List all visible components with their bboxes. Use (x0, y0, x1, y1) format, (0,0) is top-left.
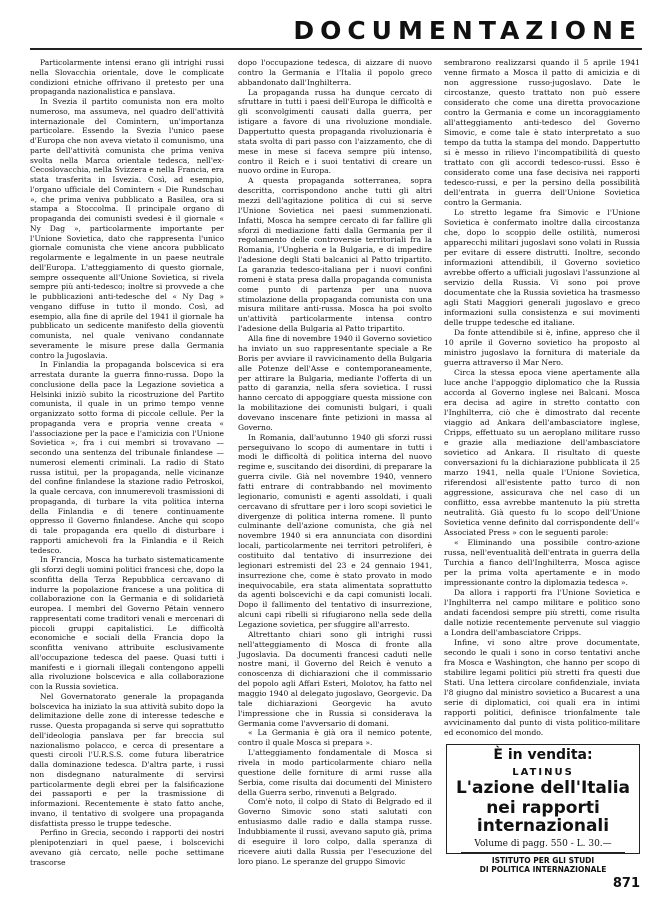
text-column-2 (238, 58, 432, 866)
paragraph: In Svezia il partito comunista non era molto numeroso, ma assumeva, nel quadro dell'attività internazionale del Comintern, un'importanza particolare. Essendo la Svezia l'unico paese d'Europa che non aveva vietato il comunismo, una parte dell'attività comunista che prima veniva svolta nella Marca orientale tedesca, nell'ex-Cecoslovacchia, nella Svizzera e nella Francia, era stata trasferita in Isvezia. Così, ad esempio, l'organo ufficiale del Comintern « Die Rundschau », che prima veniva pubblicato a Basilea, ora si stampa a Stoccolma. Il principale organo di propaganda dei comunisti svedesi è il giornale « Ny Dag », particolarmente importante per l'Unione Sovietica, dato che rappresenta l'unico giornale comunista che viene ancora pubblicato regolarmente e legalmente in un paese neutrale dell'Europa. L'atteggiamento di questo giornale, sempre ossequente all'Unione Sovietica, si rivela sempre più anti-tedesco; inoltre si provvede a che le pubblicazioni anti-tedesche del « Ny Dag » vengano diffuse in tutto il mondo. Così, ad esempio, alla fine di aprile del 1941 il giornale ha pubblicato un sedicente manifesto della gioventù comunista, nel quale venivano condannate severamente le misure prese dalla Germania contro la Jugoslavia. (30, 97, 224, 360)
paragraph: Da allora i rapporti fra l'Unione Sovietica e l'Inghilterra nel campo militare e politico sono andati facendosi sempre più stretti, come risulta dalle notizie recentemente pervenute sul viaggio a Londra dell'ambasciatore Cripps. (444, 588, 640, 637)
ad-book-title-line2: nei rapporti internazionali (476, 797, 610, 836)
title-divider (30, 48, 642, 50)
paragraph: Nel Governatorato generale la propaganda bolscevica ha iniziato la sua attività subito dopo la delimitazione delle zone di interesse tedesche e russe. Questa propaganda si serve qui soprattutto dell'ideologia panslava per far breccia sul nazionalismo polacco, e cerca di presentare a questi circoli l'U.R.S.S. come futura liberatrice dalla dominazione tedesca. D'altra parte, i russi non disdegnano naturalmente di servirsi particolarmente degli ebrei per la falsificazione dei passaporti e per la trasmissione di informazioni. Recentemente è stato fatto anche, invano, il tentativo di svolgere una propaganda disfattista presso le truppe tedesche. (30, 691, 224, 828)
paragraph: dopo l'occupazione tedesca, di aizzare di nuovo contro la Germania e l'Italia il popolo greco abbandonato dall'Inghilterra. (238, 58, 432, 87)
paragraph: sembrarono realizzarsi quando il 5 aprile 1941 venne firmato a Mosca il patto di amicizia e di non aggressione russo-jugoslavo. Date le circostanze, questo trattato non può essere considerato che come una diretta provocazione contro la Germania e come un incoraggiamento all'atteggiamento anti-tedesco del Governo Simovic, e come tale è stato interpretato a suo tempo da tutta la stampa del mondo. Dappertutto si è messo in rilievo l'incompatibilità di questo trattato con gli accordi tedesco-russi. Esso è considerato come una fase decisiva nei rapporti tedesco-russi, e per la persino della possibilità dell'entrata in guerra dell'Unione Sovietica contro la Germania. (444, 58, 640, 207)
ad-headline: È in vendita: (493, 747, 593, 763)
ad-author: LATINUS (512, 767, 574, 778)
ad-volume-info: Volume di pagg. 550 - L. 30.— (474, 838, 612, 849)
paragraph: In Romania, dall'autunno 1940 gli sforzi russi perseguivano lo scopo di aumentare in tutti i modi le difficoltà di politica interna del nuovo regime e, suscitando dei disordini, di preparare la guerra civile. Già nel novembre 1940, vennero fatti entrare di contrabbando nel movimento legionario, comunisti e agenti assoldati, i quali cercavano di sfruttare per i loro scopi sovietici le divergenze di politica interna romene. Il punto culminante dell'azione comunista, che già nel novembre 1940 si era annunciata con disordini locali, particolarmente nei territori petroliferi, è costituito dal tentativo di insurrezione dei legionari estremisti del 23 e 24 gennaio 1941, insurrezione che, come è stato provato in modo inequivocabile, era stata alimentata soprattutto da agenti bolscevichi e da capi comunisti locali. Dopo il fallimento del tentativo di insurrezione, alcuni capi ribelli si rifugiarono nella sede della Legazione sovietica, per sfuggire all'arresto. (238, 432, 432, 629)
ad-publisher-line1: ISTITUTO PER GLI STUDI (491, 855, 595, 865)
paragraph: Alla fine di novembre 1940 il Governo sovietico ha inviato un suo rappresentante speciale a Re Boris per avviare il ravvicinamento della Bulgaria alle Potenze dell'Asse e contemporaneamente, per attirare la Bulgaria, mediante l'offerta di un patto di garanzia, nella sfera sovietica. I russi hanno cercato di appoggiare questa missione con la mobilitazione dei comunisti bulgari, i quali dovevano inscenare finte petizioni in massa al Governo. (238, 334, 432, 432)
ad-book-title-line1: L'azione dell'Italia (455, 778, 631, 798)
paragraph: Circa la stessa epoca viene apertamente alla luce anche l'appoggio diplomatico che la Russia accorda al Governo inglese nei Balcani. Mosca era decisa ad agire in stretto contatto con l'Inghilterra, ciò che è dimostrato dal recente viaggio ad Ankara dell'ambasciatore inglese, Cripps, effettuato su un aeroplano militare russo e grazie alla mediazione dell'ambasciatore sovietico ad Ankara. Il risultato di queste conversazioni fu la dichiarazione pubblicata il 25 marzo 1941, nella quale l'Unione Sovietica, riferendosi all'esistente patto turco di non aggressione, assicurava che nel caso di un conflitto, essa avrebbe mantenuto la più stretta neutralità. Già questo fu lo scopo dell'Unione Sovietica venne definito dal corrispondente dell'« Associated Press » con le seguenti parole: (444, 368, 640, 537)
ad-publisher-line2: DI POLITICA INTERNAZIONALE (479, 864, 607, 874)
text-column-3 (444, 58, 640, 738)
text-column-1 (30, 58, 224, 867)
paragraph: La propaganda russa ha dunque cercato di sfruttare in tutti i paesi dell'Europa le difficoltà e gli sconvolgimenti causati dalla guerra, per istigare a favore di una rivoluzione mondiale. Dappertutto questa propaganda rivoluzionaria è stata svolta di pari passo con l'aizzamento, che di mese in mese si faceva sempre più intenso, contro il Reich e i suoi tentativi di creare un nuovo ordine in Europa. (238, 87, 432, 176)
paragraph: Infine, vi sono altre prove documentate, secondo le quali i sono in corso tentativi anche fra Mosca e Washington, che hanno per scopo di stabilire legami politici più stretti fra questi due Stati. Una lettera circolare confidenziale, inviata l'8 giugno dal ministro sovietico a Bucarest a una serie di diplomatici, coi quali era in intimi rapporti politici, definisce trionfalmente tale avvicinamento dal punto di vista politico-militare ed economico del mondo. (444, 638, 640, 737)
ad-divider (461, 852, 625, 853)
paragraph: L'atteggiamento fondamentale di Mosca si rivela in modo particolarmente chiaro nella questione delle forniture di armi russe alla Serbia, come risulta dai documenti del Ministero della Guerra serbo, rinvenuti a Belgrado. (238, 748, 432, 797)
paragraph: In Francia, Mosca ha turbato sistematicamente gli sforzi degli uomini politici francesi che, dopo la sconfitta della Terza Repubblica cercavano di indurre la popolazione francese a una politica di collaborazione con la Germania e di solidarietà europea. I membri del Governo Pétain vennero rappresentati come traditori venali e mercenari di piccoli gruppi capitalistici. Le difficoltà economiche e sociali della Francia dopo la sconfitta venivano attribuite esclusivamente all'occupazione tedesca del paese. Quasi tutti i manifesti e i giornali illegali contengono appelli alla rivoluzione bolscevica e alla collaborazione con la Russia sovietica. (30, 555, 224, 691)
book-advertisement (446, 744, 640, 874)
paragraph: Altrettanto chiari sono gli intrighi russi nell'atteggiamento di Mosca di fronte alla Jugoslavia. Da documenti francesi caduti nelle nostre mani, il Governo del Reich è venuto a conoscenza di dichiarazioni che il commissario del popolo agli Affari Esteri, Molotov, ha fatto nel maggio 1940 al delegato jugoslavo, Georgevic. Da tale dichiarazioni Georgevic ha avuto l'impressione che in Russia si considerava la Germania come l'avversario di domani. (238, 629, 432, 728)
page-number: 871 (612, 876, 640, 891)
paragraph: Particolarmente intensi erano gli intrighi russi nella Slovacchia orientale, dove le complicate condizioni etniche offrivano il pretesto per una propaganda nazionalistica e panslava. (30, 58, 224, 97)
paragraph: Da fonte attendibile si è, infine, appreso che il 10 aprile il Governo sovietico ha proposto al ministro jugoslavo la fornitura di materiale da guerra attraverso il Mar Nero. (444, 328, 640, 367)
paragraph: In Finlandia la propaganda bolscevica si era arrestata durante la guerra finno-russa. Dopo la conclusione della pace la Legazione sovietica a Helsinki iniziò subito la ricostruzione del Partito comunista, il quale in un primo tempo venne organizzato sotto forma di piccole cellule. Per la propaganda vera e propria venne creata « l'associazione per la pace e l'amicizia con l'Unione Sovietica », fra i cui membri si trovavano — secondo una sentenza del tribunale finlandese — numerosi elementi criminali. La radio di Stato russa istituì, per la propaganda, nelle vicinanze del confine finlandese la stazione radio Petroskoi, la quale cercava, con innumerevoli trasmissioni di propaganda, di turbare la vita politica interna della Finlandia e di tenere continuamente oppresso il Governo finlandese. Anche qui scopo di tale propaganda era quello di disturbare i rapporti amichevoli fra la Finlandia e il Reich tedesco. (30, 360, 224, 555)
quotation: « Eliminando una possibile contro-azione russa, nell'eventualità dell'entrata in guerra della Turchia a fianco dell'Inghilterra, Mosca agisce per la prima volta apertamente e in modo impressionante contro la diplomazia tedesca ». (444, 538, 640, 587)
paragraph: A questa propaganda sotterranea, sopra descritta, corrispondono anche tutti gli altri mezzi dell'agitazione politica di cui si serve l'Unione Sovietica nei paesi summenzionati. Infatti, Mosca ha sempre cercato di far fallire gli sforzi di mediazione fatti dalla Germania per il regolamento delle controversie territoriali fra la Romania, l'Ungheria e la Bulgaria, e di impedire l'adesione degli Stati balcanici al Patto tripartito. La garanzia tedesco-italiana per i nuovi confini romeni è stata presa dalla propaganda comunista come punto di partenza per una nuova stimolazione della propaganda comunista con una misura militare anti-russa. Mosca ha poi svolto un'attività particolarmente intensa contro l'adesione della Bulgaria al Patto tripartito. (238, 176, 432, 334)
paragraph: Com'è noto, il colpo di Stato di Belgrado ed il Governo Simovic sono stati salutati con entusiasmo dalle radio e dalla stampa russe. Indubbiamente il russi, avevano saputo già, prima di eseguire il loro colpo, dalla speranza di ricevere aiuti dalla Russia per l'esecuzione del loro piano. Le speranze del gruppo Simovic (238, 797, 432, 866)
paragraph: Perfino in Grecia, secondo i rapporti dei nostri plenipotenziari in quel paese, i bolscevichi avevano già cercato, nelle poche settimane trascorse (30, 828, 224, 867)
section-title: DOCUMENTAZIONE (293, 16, 642, 45)
paragraph: Lo stretto legame fra Simovic e l'Unione Sovietica è confermato inoltre dalla circostanza che, dopo lo scoppio delle ostilità, numerosi apparecchi militari jugoslavi sono volati in Russia per evitare di essere distrutti. Inoltre, secondo informazioni attendibili, il Governo sovietico avrebbe offerto a ufficiali jugoslavi l'assunzione al servizio della Russia. Vi sono poi prove documentate che la Russia sovietica ha trasmesso agli Stati Maggiori generali jugoslavo e greco informazioni sulla consistenza e sui movimenti delle truppe tedesche ed italiane. (444, 208, 640, 327)
quotation: « La Germania è già ora il nemico potente, contro il quale Mosca si prepara ». (238, 728, 432, 748)
